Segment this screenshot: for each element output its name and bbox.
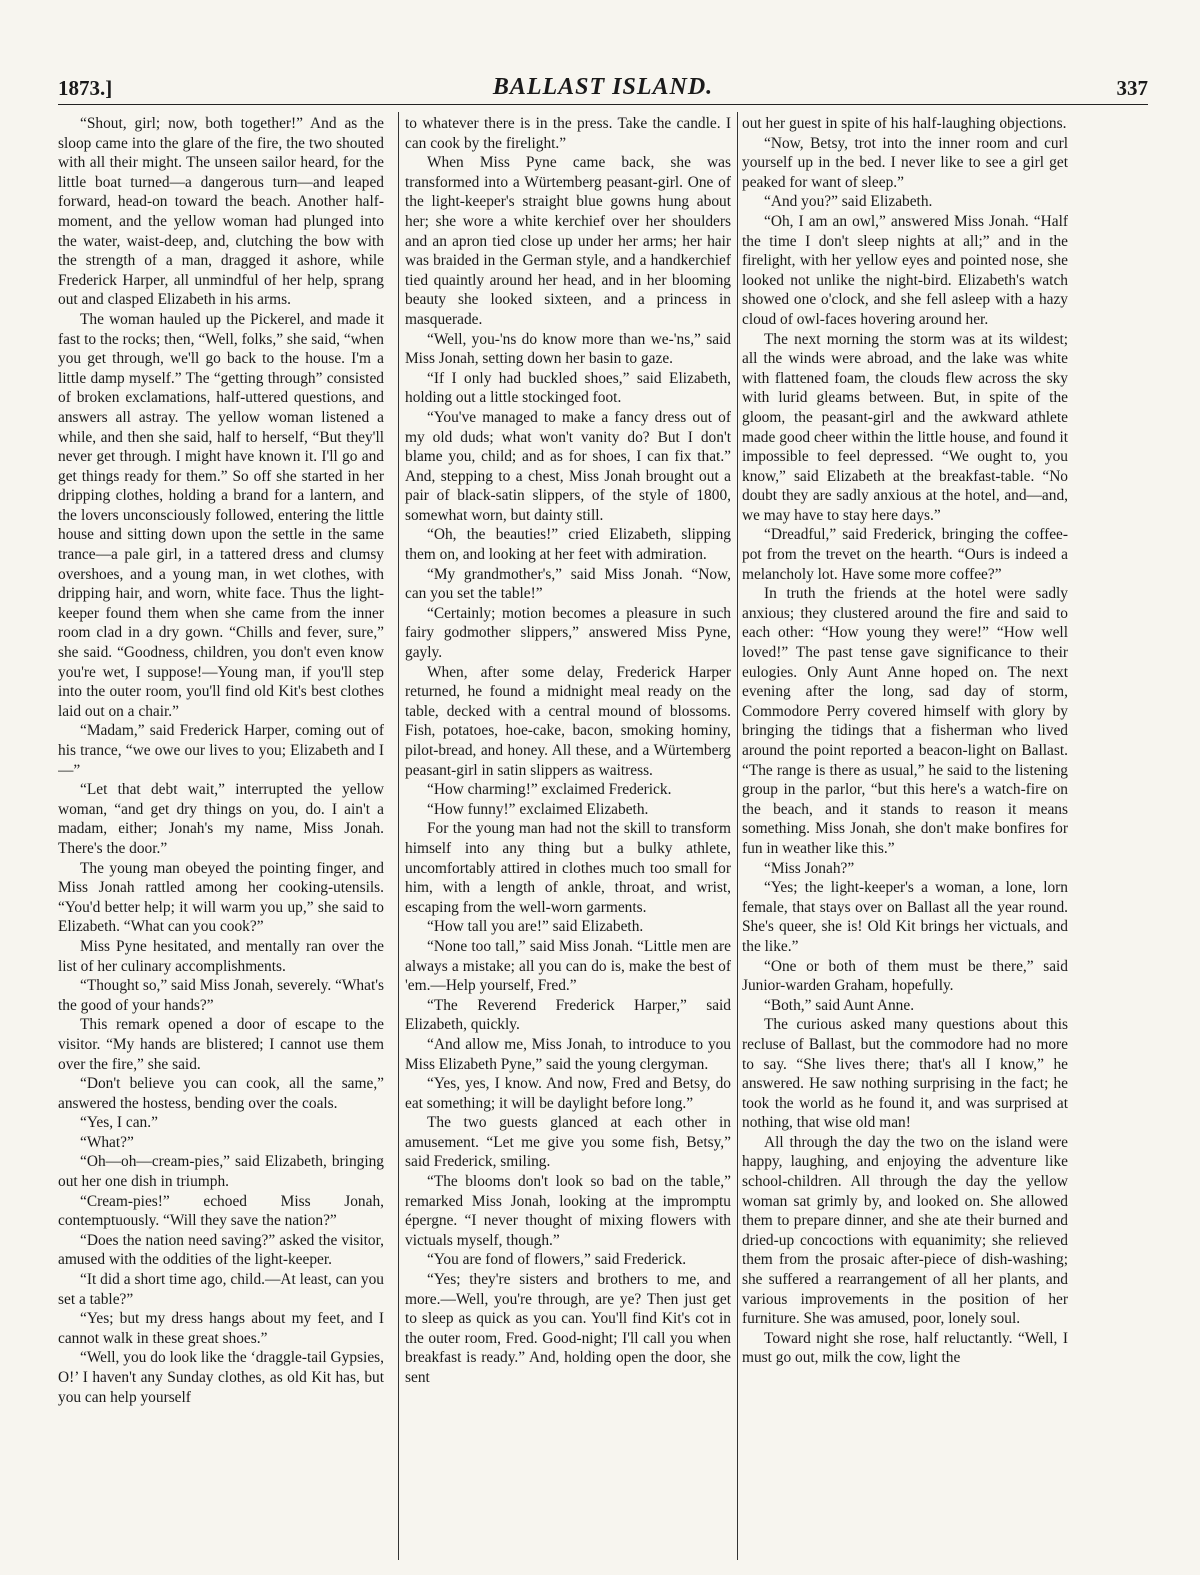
- paragraph: “Oh, I am an owl,” answered Miss Jonah. “Half the time I don't sleep nights at all;” and in the firelight, with her yellow eyes and pointed nose, she looked not unlike the night-bird. Elizabeth's watch showed one o'clock, and she fell asleep with a hazy cloud of owl-faces hovering around her.: [742, 212, 1068, 328]
- paragraph: “You've managed to make a fancy dress out of my old duds; what won't vanity do? But I don't blame you, child; and as for shoes, I can fix that.” And, stepping to a chest, Miss Jonah brought out a pair of black-satin slippers, of the style of 1800, somewhat worn, but dainty still.: [405, 408, 731, 524]
- paragraph: For the young man had not the skill to transform himself into any thing but a bulky athlete, uncomfortably attired in clothes much too small for him, with a length of ankle, throat, and wrist, escaping from the well-worn garments.: [405, 820, 731, 916]
- paragraph: “Yes; but my dress hangs about my feet, and I cannot walk in these great shoes.”: [58, 1310, 384, 1347]
- text-column-2: [405, 114, 731, 1564]
- paragraph: “How charming!” exclaimed Frederick.: [427, 781, 672, 799]
- paragraph: When, after some delay, Frederick Harper returned, he found a midnight meal ready on the table, decked with a central mound of blossoms. Fish, potatoes, hoe-cake, bacon, smoking hominy, pilot-bread, and honey. All these, and a Würtemberg peasant-girl in satin slippers as waitress.: [405, 663, 731, 779]
- paragraph: to whatever there is in the press. Take the candle. I can cook by the firelight.”: [405, 115, 731, 152]
- paragraph: “And allow me, Miss Jonah, to introduce to you Miss Elizabeth Pyne,” said the young clergyman.: [405, 1035, 731, 1073]
- paragraph: “Does the nation need saving?” asked the visitor, amused with the oddities of the light-keeper.: [58, 1231, 384, 1269]
- paragraph: “If I only had buckled shoes,” said Elizabeth, holding out a little stockinged foot.: [405, 369, 731, 407]
- paragraph: “Thought so,” said Miss Jonah, severely. “What's the good of your hands?”: [58, 977, 384, 1014]
- paragraph: “The Reverend Frederick Harper,” said Elizabeth, quickly.: [405, 996, 731, 1034]
- paragraph: When Miss Pyne came back, she was transformed into a Würtemberg peasant-girl. One of the light-keeper's straight blue gowns hung about her; she wore a white kerchief over her shoulders and an apron tied close up under her arms; her hair was braided in the German style, and a handkerchief tied quaintly around her head, and in her blooming beauty she looked sixteen, and a princess in masquerade.: [405, 154, 731, 328]
- text-column-3: [742, 114, 1068, 1564]
- paragraph: The curious asked many questions about this recluse of Ballast, but the commodore had no more to say. “She lives there; that's all I know,” he answered. He saw nothing surprising in the fact; he took the world as he found it, and was surprised at nothing, that wise old man!: [742, 1016, 1068, 1132]
- paragraph: Toward night she rose, half reluctantly. “Well, I must go out, milk the cow, light the: [742, 1329, 1068, 1367]
- paragraph: “You are fond of flowers,” said Frederick.: [427, 1251, 687, 1269]
- paragraph: “It did a short time ago, child.—At least, can you set a table?”: [58, 1271, 384, 1308]
- paragraph: “Oh, the beauties!” cried Elizabeth, slipping them on, and looking at her feet with admiration.: [405, 526, 731, 564]
- paragraph: “Both,” said Aunt Anne.: [764, 996, 915, 1014]
- paragraph: out her guest in spite of his half-laughing objections.: [742, 115, 1067, 132]
- paragraph: The next morning the storm was at its wildest; all the winds were abroad, and the lake was white with flattened foam, the clouds flew across the sky with lurid gleams between. But, in spite of the gloom, the peasant-girl and the awkward athlete made good cheer within the little house, and found it impossible to feel depressed. “We ought to, you know,” said Elizabeth at the breakfast-table. “No doubt they are sadly anxious at the hotel, and—and, we may have to stay here days.”: [742, 330, 1068, 524]
- paragraph: The woman hauled up the Pickerel, and made it fast to the rocks; then, “Well, folks,” she said, “when you get through, we'll go back to the house. I'm a little damp myself.” The “getting through” consisted of broken exclamations, half-uttered questions, and answers all astray. The yellow woman listened a while, and then she said, half to herself, “But they'll never get through. I might have known it. I'll go and get things ready for them.” So off she started in her dripping clothes, holding a brand for a lantern, and the lovers unconsciously followed, entering the little house and sitting down upon the settle in the same trance—a pale girl, in a tattered dress and clumsy overshoes, and a young man, in wet clothes, with dripping hair, and worn, white face. Thus the light-keeper found them when she came from the inner room clad in a dry gown. “Chills and fever, sure,” she said. “Goodness, children, you don't even know you're wet, I suppose!—Young man, if you'll step into the outer room, you'll find old Kit's best clothes laid out on a chair.”: [58, 310, 384, 720]
- header-title: BALLAST ISLAND.: [492, 74, 714, 100]
- paragraph: “Miss Jonah?”: [764, 859, 855, 877]
- paragraph: “Yes; they're sisters and brothers to me, and more.—Well, you're through, are ye? Then just get to sleep as quick as you can. You'll find Kit's cot in the outer room, Fred. Good-night; I'll call you when breakfast is ready.” And, holding open the door, she sent: [405, 1271, 731, 1386]
- paragraph: All through the day the two on the island were happy, laughing, and enjoying the adventure like school-children. All through the day the yellow woman sat grimly by, and looked on. She allowed them to prepare dinner, and she ate their burned and dried-up concoctions with equanimity; she relieved them from the prosaic after-piece of dish-washing; she suffered a rearrangement of all her plants, and various improvements in the position of her furniture. She was amused, poor, lonely soul.: [742, 1133, 1068, 1328]
- paragraph: This remark opened a door of escape to the visitor. “My hands are blistered; I cannot use them over the fire,” she said.: [58, 1016, 384, 1073]
- running-header: [58, 72, 1148, 106]
- header-year: 1873.]: [58, 76, 113, 100]
- paragraph: “Yes, I can.”: [80, 1114, 158, 1132]
- paragraph: “And you?” said Elizabeth.: [764, 193, 933, 211]
- paragraph: “Certainly; motion becomes a pleasure in such fairy godmother slippers,” answered Miss Pyne, gayly.: [405, 604, 731, 662]
- paragraph: “Well, you do look like the ‘draggle-tail Gypsies, O!’ I haven't any Sunday clothes, as old Kit has, but you can help yourself: [58, 1349, 384, 1406]
- paragraph: “Yes; the light-keeper's a woman, a lone, lorn female, that stays over on Ballast all the year round. She's queer, she is! Old Kit brings her victuals, and the like.”: [742, 879, 1068, 955]
- paragraph: “Madam,” said Frederick Harper, coming out of his trance, “we owe our lives to you; Elizabeth and I—”: [58, 722, 384, 779]
- header-rule: [58, 104, 1148, 105]
- paragraph: “What?”: [80, 1133, 134, 1151]
- column-divider-1: [398, 112, 399, 1560]
- paragraph: “Well, you-'ns do know more than we-'ns,” said Miss Jonah, setting down her basin to gaze.: [405, 330, 731, 368]
- paragraph: The young man obeyed the pointing finger, and Miss Jonah rattled among her cooking-utensils. “You'd better help; it will warm you up,” she said to Elizabeth. “What can you cook?”: [58, 859, 384, 936]
- paragraph: The two guests glanced at each other in amusement. “Let me give you some fish, Betsy,” said Frederick, smiling.: [405, 1114, 731, 1171]
- paragraph: “Cream-pies!” echoed Miss Jonah, contemptuously. “Will they save the nation?”: [58, 1192, 384, 1230]
- paragraph: “Yes, yes, I know. And now, Fred and Betsy, do eat something; it will be daylight before long.”: [405, 1075, 731, 1112]
- paragraph: “Let that debt wait,” interrupted the yellow woman, “and get dry things on you, do. I ain't a madam, either; Jonah's my name, Miss Jonah. There's the door.”: [58, 781, 384, 857]
- paragraph: “My grandmother's,” said Miss Jonah. “Now, can you set the table!”: [405, 565, 731, 603]
- paragraph: “Shout, girl; now, both together!” And as the sloop came into the glare of the fire, the two shouted with all their might. The unseen sailor heard, for the little boat turned—a dangerous turn—and leaped forward, head-on toward the beach. Another half-moment, and the yellow woman had plunged into the water, waist-deep, and, clutching the bow with the strength of a man, dragged it ashore, while Frederick Harper, all unmindful of her help, sprang out and clasped Elizabeth in his arms.: [58, 115, 384, 309]
- paragraph: Miss Pyne hesitated, and mentally ran over the list of her culinary accomplishments.: [58, 937, 384, 975]
- page-number: 337: [1116, 76, 1148, 100]
- paragraph: “Dreadful,” said Frederick, bringing the coffee-pot from the trevet on the hearth. “Ours is indeed a melancholy lot. Have some more coffee?”: [742, 526, 1068, 583]
- paragraph: “Oh—oh—cream-pies,” said Elizabeth, bringing out her one dish in triumph.: [58, 1153, 384, 1191]
- paragraph: “One or both of them must be there,” said Junior-warden Graham, hopefully.: [742, 957, 1068, 995]
- column-divider-2: [737, 112, 738, 1560]
- paragraph: “None too tall,” said Miss Jonah. “Little men are always a mistake; all you can do is, make the best of 'em.—Help yourself, Fred.”: [405, 937, 731, 995]
- paragraph: “How tall you are!” said Elizabeth.: [427, 918, 644, 936]
- paragraph: “Don't believe you can cook, all the same,” answered the hostess, bending over the coals.: [58, 1075, 384, 1112]
- text-column-1: [58, 114, 384, 1564]
- paragraph: “Now, Betsy, trot into the inner room and curl yourself up in the bed. I never like to see a girl get peaked for want of sleep.”: [742, 134, 1068, 191]
- paragraph: In truth the friends at the hotel were sadly anxious; they clustered around the fire and said to each other: “How young they were!” “How well loved!” The past tense gave significance to their eulogies. Only Aunt Anne hoped on. The next evening after the long, sad day of storm, Commodore Perry covered himself with glory by bringing the tidings that a fisherman who lived around the point reported a beacon-light on Ballast. “The range is there as usual,” he said to the listening group in the parlor, “but this here's a watch-fire on the beach, and it stands to reason it means something. Miss Jonah, she don't make bonfires for fun in weather like this.”: [742, 585, 1068, 857]
- paragraph: “How funny!” exclaimed Elizabeth.: [427, 800, 649, 818]
- paragraph: “The blooms don't look so bad on the table,” remarked Miss Jonah, looking at the impromptu épergne. “I never thought of mixing flowers with victuals myself, though.”: [405, 1173, 731, 1249]
